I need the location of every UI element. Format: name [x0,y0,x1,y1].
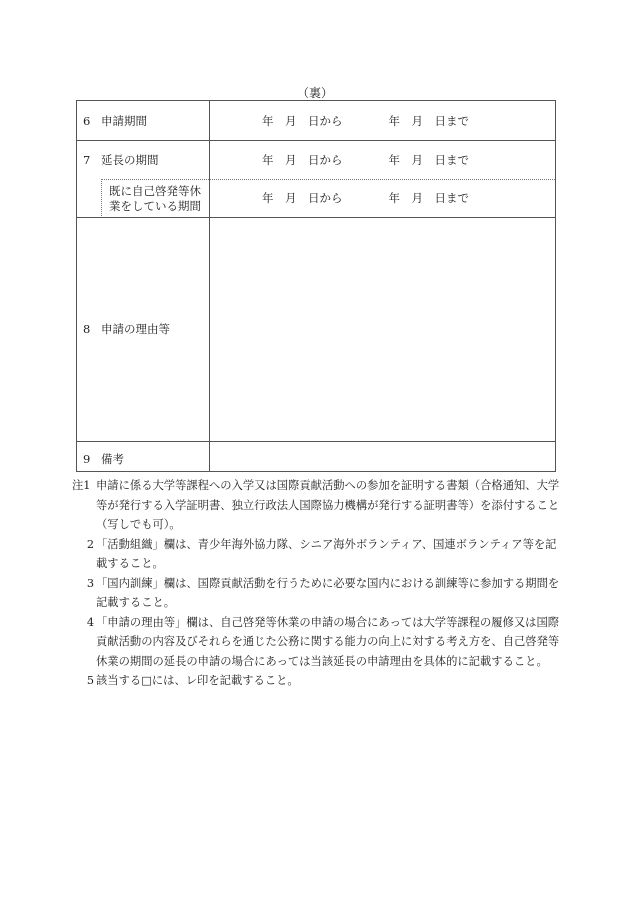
note-number: 5 [86,674,94,687]
note-text: 「申請の理由等」欄は、自己啓発等休業の申請の場合にあっては大学等課程の履修又は国際貢献活動の内容及びそれらを通じた公務に関する能力の向上に対する考え方を、自己啓発等休業の期間の延長の申請の場合にあっては当該延長の申請理由を具体的に記載すること。 [96,615,560,668]
row-reason [77,218,555,442]
note-item [72,476,562,535]
date-range-field[interactable]: 年 月 日から 年 月 日まで [262,153,469,167]
note-text: 「国内訓練」欄は、国際貢献活動を行うために必要な国内における訓練等に参加する期間を記載すること。 [96,576,560,609]
row-label-text: 申請期間 [101,114,147,128]
note-item [72,671,562,691]
note-item [72,535,562,574]
note-text: 「活動組織」欄は、青少年海外協力隊、シニア海外ボランティア、国連ボランティア等を記載すること。 [96,537,557,570]
notes-section [72,476,562,691]
note-number: 注1 [72,479,91,492]
remarks-input-area[interactable] [210,442,555,471]
row-label [83,114,147,128]
row-label-text: 備考 [101,452,124,466]
date-range-field[interactable]: 年 月 日から 年 月 日まで [262,191,469,205]
row-label [83,452,124,466]
note-text: 申請に係る大学等課程への入学又は国際貢献活動への参加を証明する書類（合格通知、大学等が発行する入学証明書、独立行政法人国際協力機構が発行する証明書等）を添付すること（写しでも可）。 [96,479,560,531]
note-item [72,613,562,672]
row-remarks [77,442,555,471]
note-number: 4 [86,615,94,629]
reason-input-area[interactable] [210,218,555,441]
row-label [83,153,159,167]
sub-row-divider-vertical [101,179,102,216]
note-number: 2 [86,537,94,551]
row-label-text: 申請の理由等 [101,322,170,336]
page-side-label: （裏） [296,86,333,100]
note-text: 該当する□には、レ印を記載すること。 [96,674,299,687]
row-label-text: 延長の期間 [101,153,159,167]
row-label-current-leave [109,184,209,214]
row-number: 8 [83,322,91,336]
sub-row-divider [101,179,555,180]
row-label-line: 業をしている期間 [109,199,201,213]
row-number: 6 [83,114,91,128]
note-item [72,574,562,613]
note-number: 3 [86,576,94,590]
row-application-period [77,101,555,141]
row-number: 9 [83,452,91,466]
row-label [83,322,170,336]
application-form-table [76,100,556,472]
date-range-field[interactable]: 年 月 日から 年 月 日まで [262,114,469,128]
row-number: 7 [83,153,91,167]
row-label-line: 既に自己啓発等休 [109,184,201,198]
